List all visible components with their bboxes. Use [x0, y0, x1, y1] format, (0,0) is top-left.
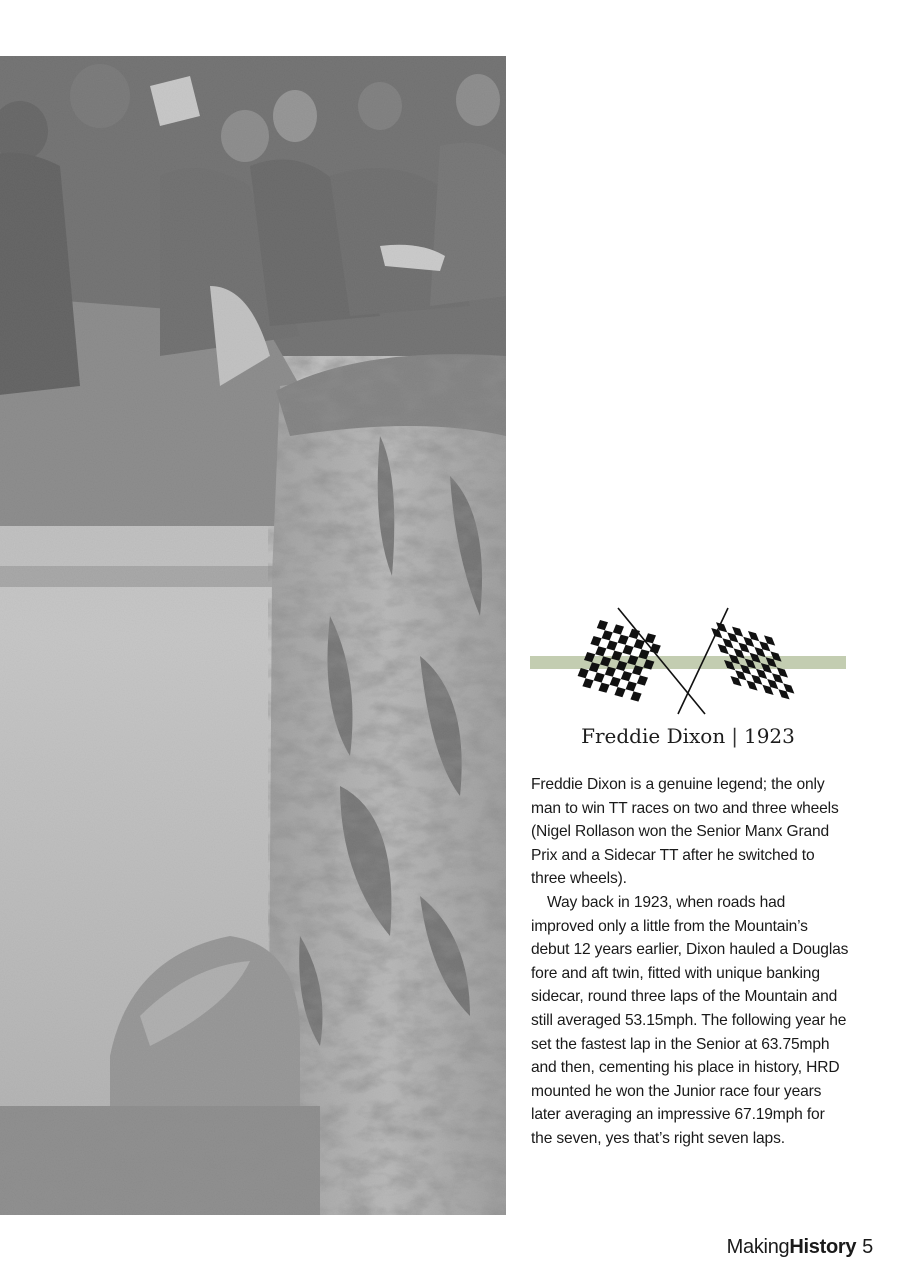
page-footer	[727, 1236, 873, 1259]
article-paragraph-2: Way back in 1923, when roads had improved only a little from the Mountain’s debut 12 years earlier, Dixon hauled a Douglas fore and aft twin, fitted with unique banking sidecar, round three laps of the Mountain and still averaged 53.15mph. The following year he set the fastest lap in the Senior at 63.75mph and then, cementing his place in history, HRD mounted he won the Junior race four years later averaging an impressive 67.19mph for the seven, yes that’s right seven laps.	[531, 893, 849, 1147]
flag-check-square	[637, 675, 648, 685]
flag-check-square	[626, 681, 637, 691]
flag-check-square	[630, 691, 641, 701]
flag-check-square	[634, 639, 645, 649]
flag-check-square	[602, 630, 613, 640]
archive-photo	[0, 56, 506, 1215]
banner-stripe	[530, 656, 846, 669]
archive-photo-illustration	[0, 56, 506, 1215]
flag-check-square	[594, 672, 605, 682]
flag-check-square	[582, 678, 593, 688]
article-title-name: Freddie Dixon	[581, 724, 726, 748]
article-paragraph-1: Freddie Dixon is a genuine legend; the only man to win TT races on two and three wheels (Nigel Rollason won the Senior Manx Grand Prix and a Sidecar TT after he switched to three wheels).	[531, 776, 839, 888]
flag-check-square	[614, 687, 625, 697]
flag-check-square	[578, 668, 589, 678]
flag-check-square	[613, 624, 624, 634]
flag-check-square	[598, 683, 609, 693]
flag-check-square	[597, 620, 608, 630]
flag-check-square	[621, 671, 632, 681]
page-number: 5	[862, 1236, 873, 1258]
checkered-flags-banner	[530, 602, 846, 720]
flag-check-square	[650, 643, 661, 653]
flag-check-square	[618, 635, 629, 645]
flag-check-square	[590, 636, 601, 646]
article-title-year: 1923	[743, 724, 795, 748]
flag-check-square	[629, 629, 640, 639]
crossed-checkered-flags-icon	[530, 602, 846, 720]
flag-check-square	[595, 646, 606, 656]
flag-check-square	[622, 645, 633, 655]
flag-check-square	[610, 677, 621, 687]
article-title	[530, 722, 846, 750]
flag-check-square	[606, 640, 617, 650]
title-separator: |	[731, 724, 738, 748]
footer-brand-bold: History	[789, 1236, 857, 1258]
footer-brand-light: Making	[726, 1236, 790, 1258]
article-body	[531, 773, 849, 1151]
